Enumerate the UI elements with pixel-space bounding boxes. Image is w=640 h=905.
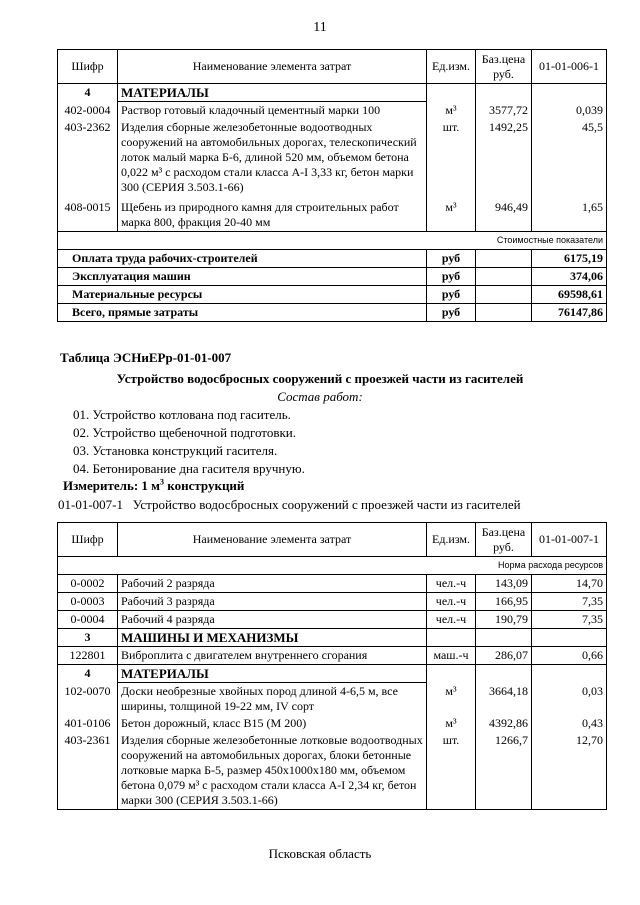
table-row [58,593,607,611]
total-row [58,304,607,322]
row-name: Рабочий 2 разряда [118,575,427,593]
row-name: Раствор готовый кладочный цементный марки 100 [118,102,427,120]
row-qty: 1,65 [532,199,607,232]
total-value: 69598,61 [532,286,607,304]
section-title: МАШИНЫ И МЕХАНИЗМЫ [118,629,427,647]
row-name: Доски необрезные хвойных пород длиной 4-6,5 м, все ширины, толщиной 19-22 мм, IV сорт [118,683,427,716]
row-unit: м³ [427,715,476,732]
header-price: Баз.цена руб. [476,523,532,557]
work-item: 03. Установка конструкций гасителя. [73,443,278,458]
row-name: Рабочий 4 разряда [118,611,427,629]
meter-label: Измеритель: 1 м [63,478,161,493]
total-unit: руб [427,250,476,268]
works-title: Состав работ: [277,389,363,404]
section-title: МАТЕРИАЛЫ [118,84,427,102]
section-title: МАТЕРИАЛЫ [118,665,427,683]
row-code: 408-0015 [58,199,118,232]
section-number: 4 [58,84,118,102]
row-price: 286,07 [476,647,532,665]
total-unit: руб [427,286,476,304]
table-subtitle: Устройство водосбросных сооружений с проезжей части из гасителей [116,371,524,386]
row-code: 402-0004 [58,102,118,120]
row-code: 0-0003 [58,593,118,611]
row-unit: чел.-ч [427,611,476,629]
table-row [58,119,607,199]
meter-sup: 3 [160,477,165,487]
page-number: 11 [313,20,327,35]
section-row-materials [58,84,607,102]
total-row [58,268,607,286]
table-01-01-006 [57,49,607,322]
table-row [58,102,607,120]
norm-row [58,557,607,575]
row-qty: 0,43 [532,715,607,732]
section-number: 3 [58,629,118,647]
item-line: 01-01-007-1 Устройство водосбросных сооружений с проезжей части из гасителей [58,497,521,512]
section-row-machines [58,629,607,647]
row-name: Бетон дорожный, класс B15 (М 200) [118,715,427,732]
row-code: 102-0070 [58,683,118,716]
row-unit: м³ [427,102,476,120]
row-price: 4392,86 [476,715,532,732]
work-item: 04. Бетонирование дна гасителя вручную. [73,461,305,476]
work-item: 01. Устройство котлована под гаситель. [73,407,291,422]
total-unit: руб [427,304,476,322]
row-name: Виброплита с двигателем внутреннего сгорания [118,647,427,665]
row-name: Щебень из природного камня для строительных работ марка 800, фракция 20-40 мм [118,199,427,232]
row-code: 403-2362 [58,119,118,199]
header-price: Баз.цена руб. [476,50,532,84]
table-row [58,199,607,232]
row-price: 166,95 [476,593,532,611]
table-header-row [58,50,607,84]
total-value: 76147,86 [532,304,607,322]
total-unit: руб [427,268,476,286]
header-code: Шифр [58,50,118,84]
row-qty: 14,70 [532,575,607,593]
total-row [58,250,607,268]
header-norm: 01-01-006-1 [532,50,607,84]
table-01-01-007 [57,522,607,810]
row-price: 3664,18 [476,683,532,716]
table-row [58,647,607,665]
table-title: Таблица ЭСНиЕРр-01-01-007 [60,350,232,365]
row-price: 3577,72 [476,102,532,120]
row-qty: 45,5 [532,119,607,199]
header-name: Наименование элемента затрат [118,523,427,557]
total-label: Эксплуатация машин [58,268,427,286]
row-price: 190,79 [476,611,532,629]
header-norm: 01-01-007-1 [532,523,607,557]
meter-line [63,478,244,494]
row-code: 403-2361 [58,732,118,810]
row-price: 946,49 [476,199,532,232]
meter-rest: конструкций [164,478,245,493]
row-qty: 0,03 [532,683,607,716]
total-label: Всего, прямые затраты [58,304,427,322]
cost-indicators-row [58,232,607,250]
section-row-materials [58,665,607,683]
table-row [58,732,607,810]
row-price: 1266,7 [476,732,532,810]
row-qty: 12,70 [532,732,607,810]
row-qty: 7,35 [532,611,607,629]
row-unit: м³ [427,199,476,232]
row-code: 122801 [58,647,118,665]
norm-label: Норма расхода ресурсов [58,557,607,575]
table-row [58,575,607,593]
row-unit: шт. [427,732,476,810]
table-row [58,715,607,732]
header-code: Шифр [58,523,118,557]
row-qty: 0,66 [532,647,607,665]
table-header-row [58,523,607,557]
page-footer: Псковская область [268,846,372,861]
total-label: Материальные ресурсы [58,286,427,304]
table-row [58,611,607,629]
total-label: Оплата труда рабочих-строителей [58,250,427,268]
row-unit: чел.-ч [427,593,476,611]
work-item: 02. Устройство щебеночной подготовки. [73,425,296,440]
header-unit: Ед.изм. [427,523,476,557]
row-qty: 7,35 [532,593,607,611]
row-code: 401-0106 [58,715,118,732]
row-unit: шт. [427,119,476,199]
row-name: Изделия сборные железобетонные лотковые водоотводных сооружений на автомобильных дорогах, блоки бетонные лотковые марка Б-5, размер 450х1000х180 мм, объемом бетона 0,079 м³ с расходом стали класса А-I 2,34 кг, бетон марки 300 (СЕРИЯ 3.503.1-66) [118,732,427,810]
row-unit: маш.-ч [427,647,476,665]
row-code: 0-0004 [58,611,118,629]
row-price: 1492,25 [476,119,532,199]
header-unit: Ед.изм. [427,50,476,84]
row-unit: м³ [427,683,476,716]
row-price: 143,09 [476,575,532,593]
row-name: Рабочий 3 разряда [118,593,427,611]
header-name: Наименование элемента затрат [118,50,427,84]
total-value: 374,06 [532,268,607,286]
cost-indicators-label: Стоимостные показатели [58,232,607,250]
total-row [58,286,607,304]
table-row [58,683,607,716]
row-unit: чел.-ч [427,575,476,593]
section-number: 4 [58,665,118,683]
total-value: 6175,19 [532,250,607,268]
row-code: 0-0002 [58,575,118,593]
row-name: Изделия сборные железобетонные водоотводных сооружений на автомобильных дорогах, телескопический лоток малый марка Б-6, длиной 520 мм, объемом бетона 0,022 м³ с расходом стали класса А-I 3,33 кг, бетон марки 300 (СЕРИЯ 3.503.1-66) [118,119,427,199]
row-qty: 0,039 [532,102,607,120]
